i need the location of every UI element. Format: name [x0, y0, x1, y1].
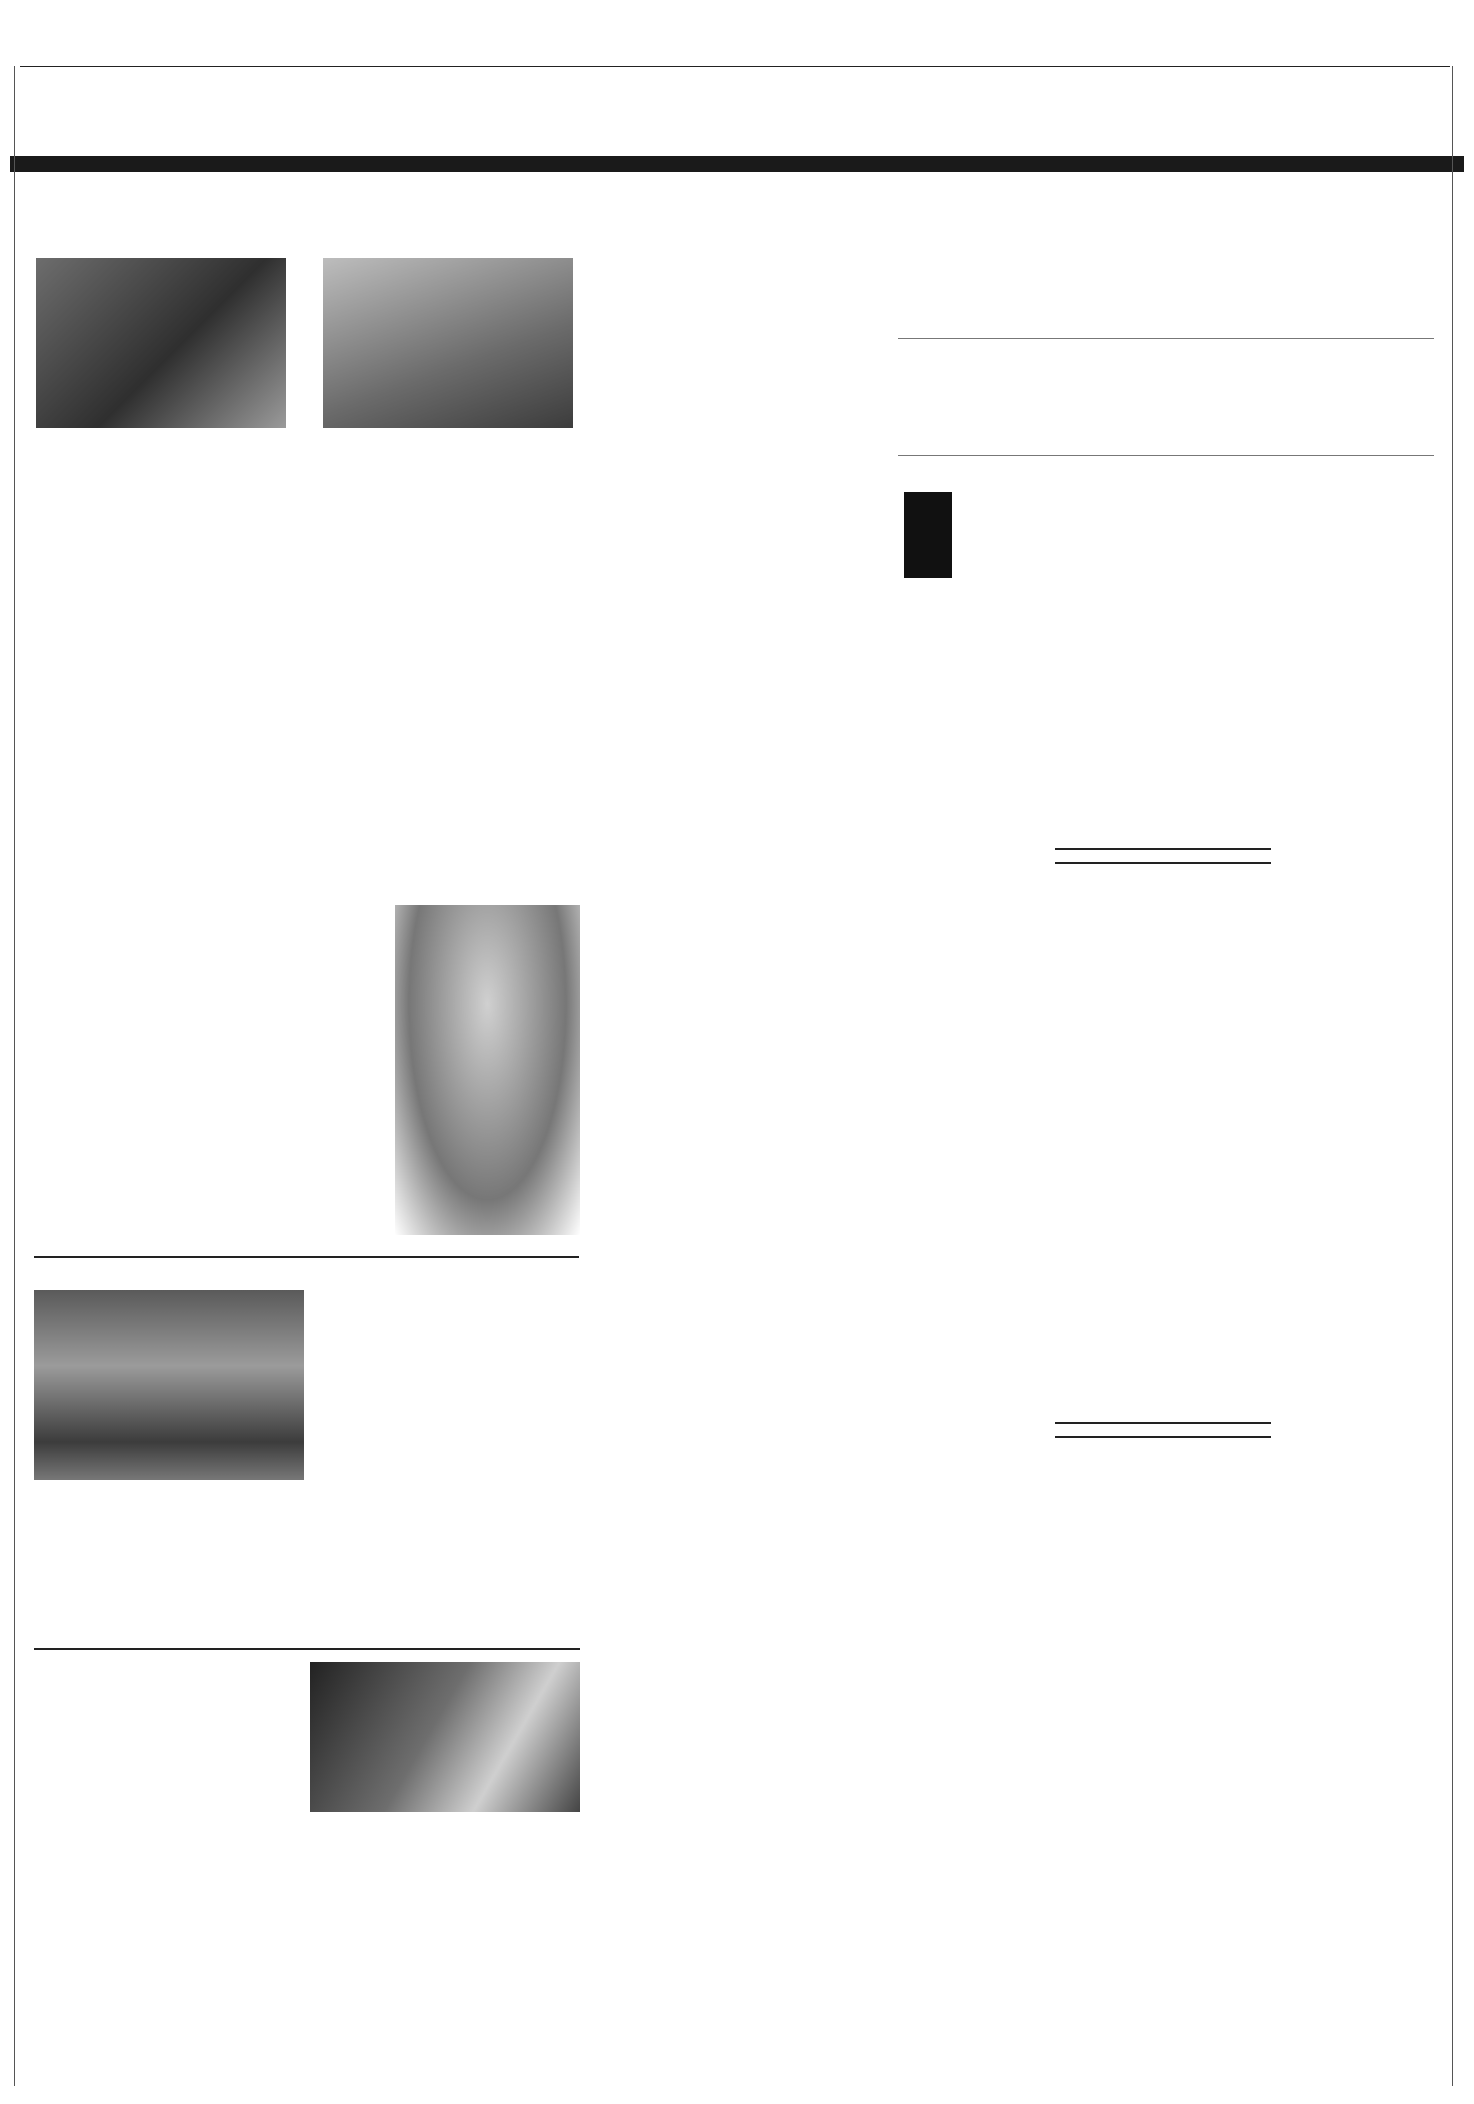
headline-rule: [898, 338, 1434, 339]
header-rule: [20, 66, 1450, 67]
pull-quote-centers: [1055, 848, 1271, 864]
students-photo-left: [36, 258, 286, 428]
igualdad-float-spacer: [34, 1292, 454, 1482]
top-black-band: [10, 156, 1464, 172]
right-rule: [1452, 66, 1453, 2086]
left-rule: [14, 66, 15, 2086]
igualdad-bottom-rule: [34, 1648, 580, 1650]
evolucion-heading-spacer: [34, 1696, 204, 1754]
igualdad-text: [34, 1292, 580, 1482]
chart-bottom-rule: [34, 1256, 579, 1258]
student-woman-photo: [395, 905, 580, 1235]
evolucion-text: [34, 1696, 580, 1821]
dropcap: [904, 492, 952, 578]
deck-rule: [898, 455, 1434, 456]
pull-quote-becas: [1055, 1422, 1271, 1438]
evolucion-photo-spacer: [298, 1696, 580, 1821]
students-photo-right: [323, 258, 573, 428]
